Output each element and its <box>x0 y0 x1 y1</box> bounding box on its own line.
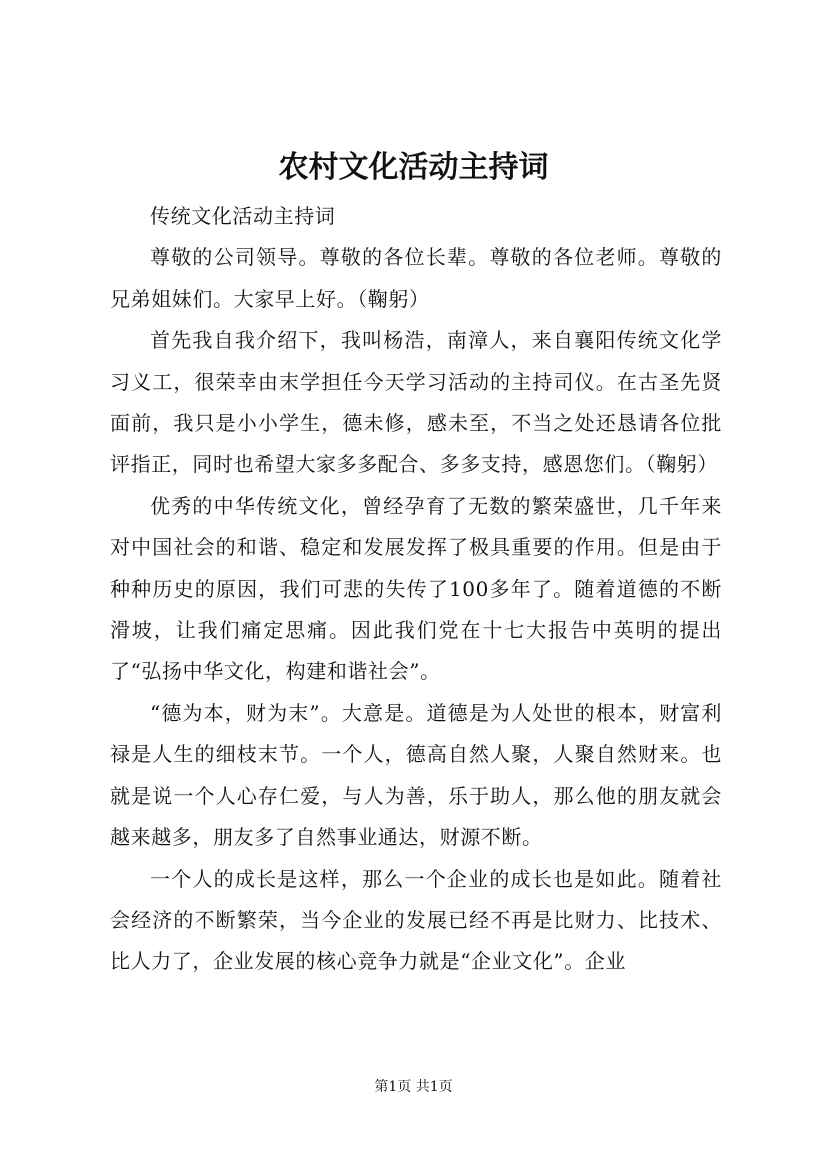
page-footer: 第1页 共1页 <box>374 1079 453 1095</box>
document-body <box>110 196 722 983</box>
virtue-paragraph: “德为本，财为末”。大意是。道德是为人处世的根本，财富利禄是人生的细枝末节。一个人，德高自然人聚，人聚自然财来。也就是说一个人心存仁爱，与人为善，乐于助人，那么他的朋友就会越来越多，朋友多了自然事业通达，财源不断。 <box>110 700 722 850</box>
document-title: 农村文化活动主持词 <box>278 150 549 185</box>
introduction-paragraph: 首先我自我介绍下，我叫杨浩，南漳人，来自襄阳传统文化学习义工，很荣幸由末学担任今天学习活动的主持司仪。在古圣先贤面前，我只是小小学生，德未修，感未至，不当之处还恳请各位批评指正，同时也希望大家多多配合、多多支持，感恩您们。（鞠躬） <box>110 328 722 477</box>
culture-paragraph: 优秀的中华传统文化，曾经孕育了无数的繁荣盛世，几千年来对中国社会的和谐、稳定和发展发挥了极具重要的作用。但是由于种种历史的原因，我们可悲的失传了100多年了。随着道德的不断滑坡，让我们痛定思痛。因此我们党在十七大报告中英明的提出了“弘扬中华文化，构建和谐社会”。 <box>110 493 722 684</box>
enterprise-paragraph: 一个人的成长是这样，那么一个企业的成长也是如此。随着社会经济的不断繁荣，当今企业的发展已经不再是比财力、比技术、比人力了，企业发展的核心竞争力就是“企业文化”。企业 <box>110 866 722 974</box>
greeting-paragraph: 尊敬的公司领导。尊敬的各位长辈。尊敬的各位老师。尊敬的兄弟姐妹们。大家早上好。（鞠躬） <box>110 245 722 311</box>
subtitle-paragraph: 传统文化活动主持词 <box>150 204 336 228</box>
